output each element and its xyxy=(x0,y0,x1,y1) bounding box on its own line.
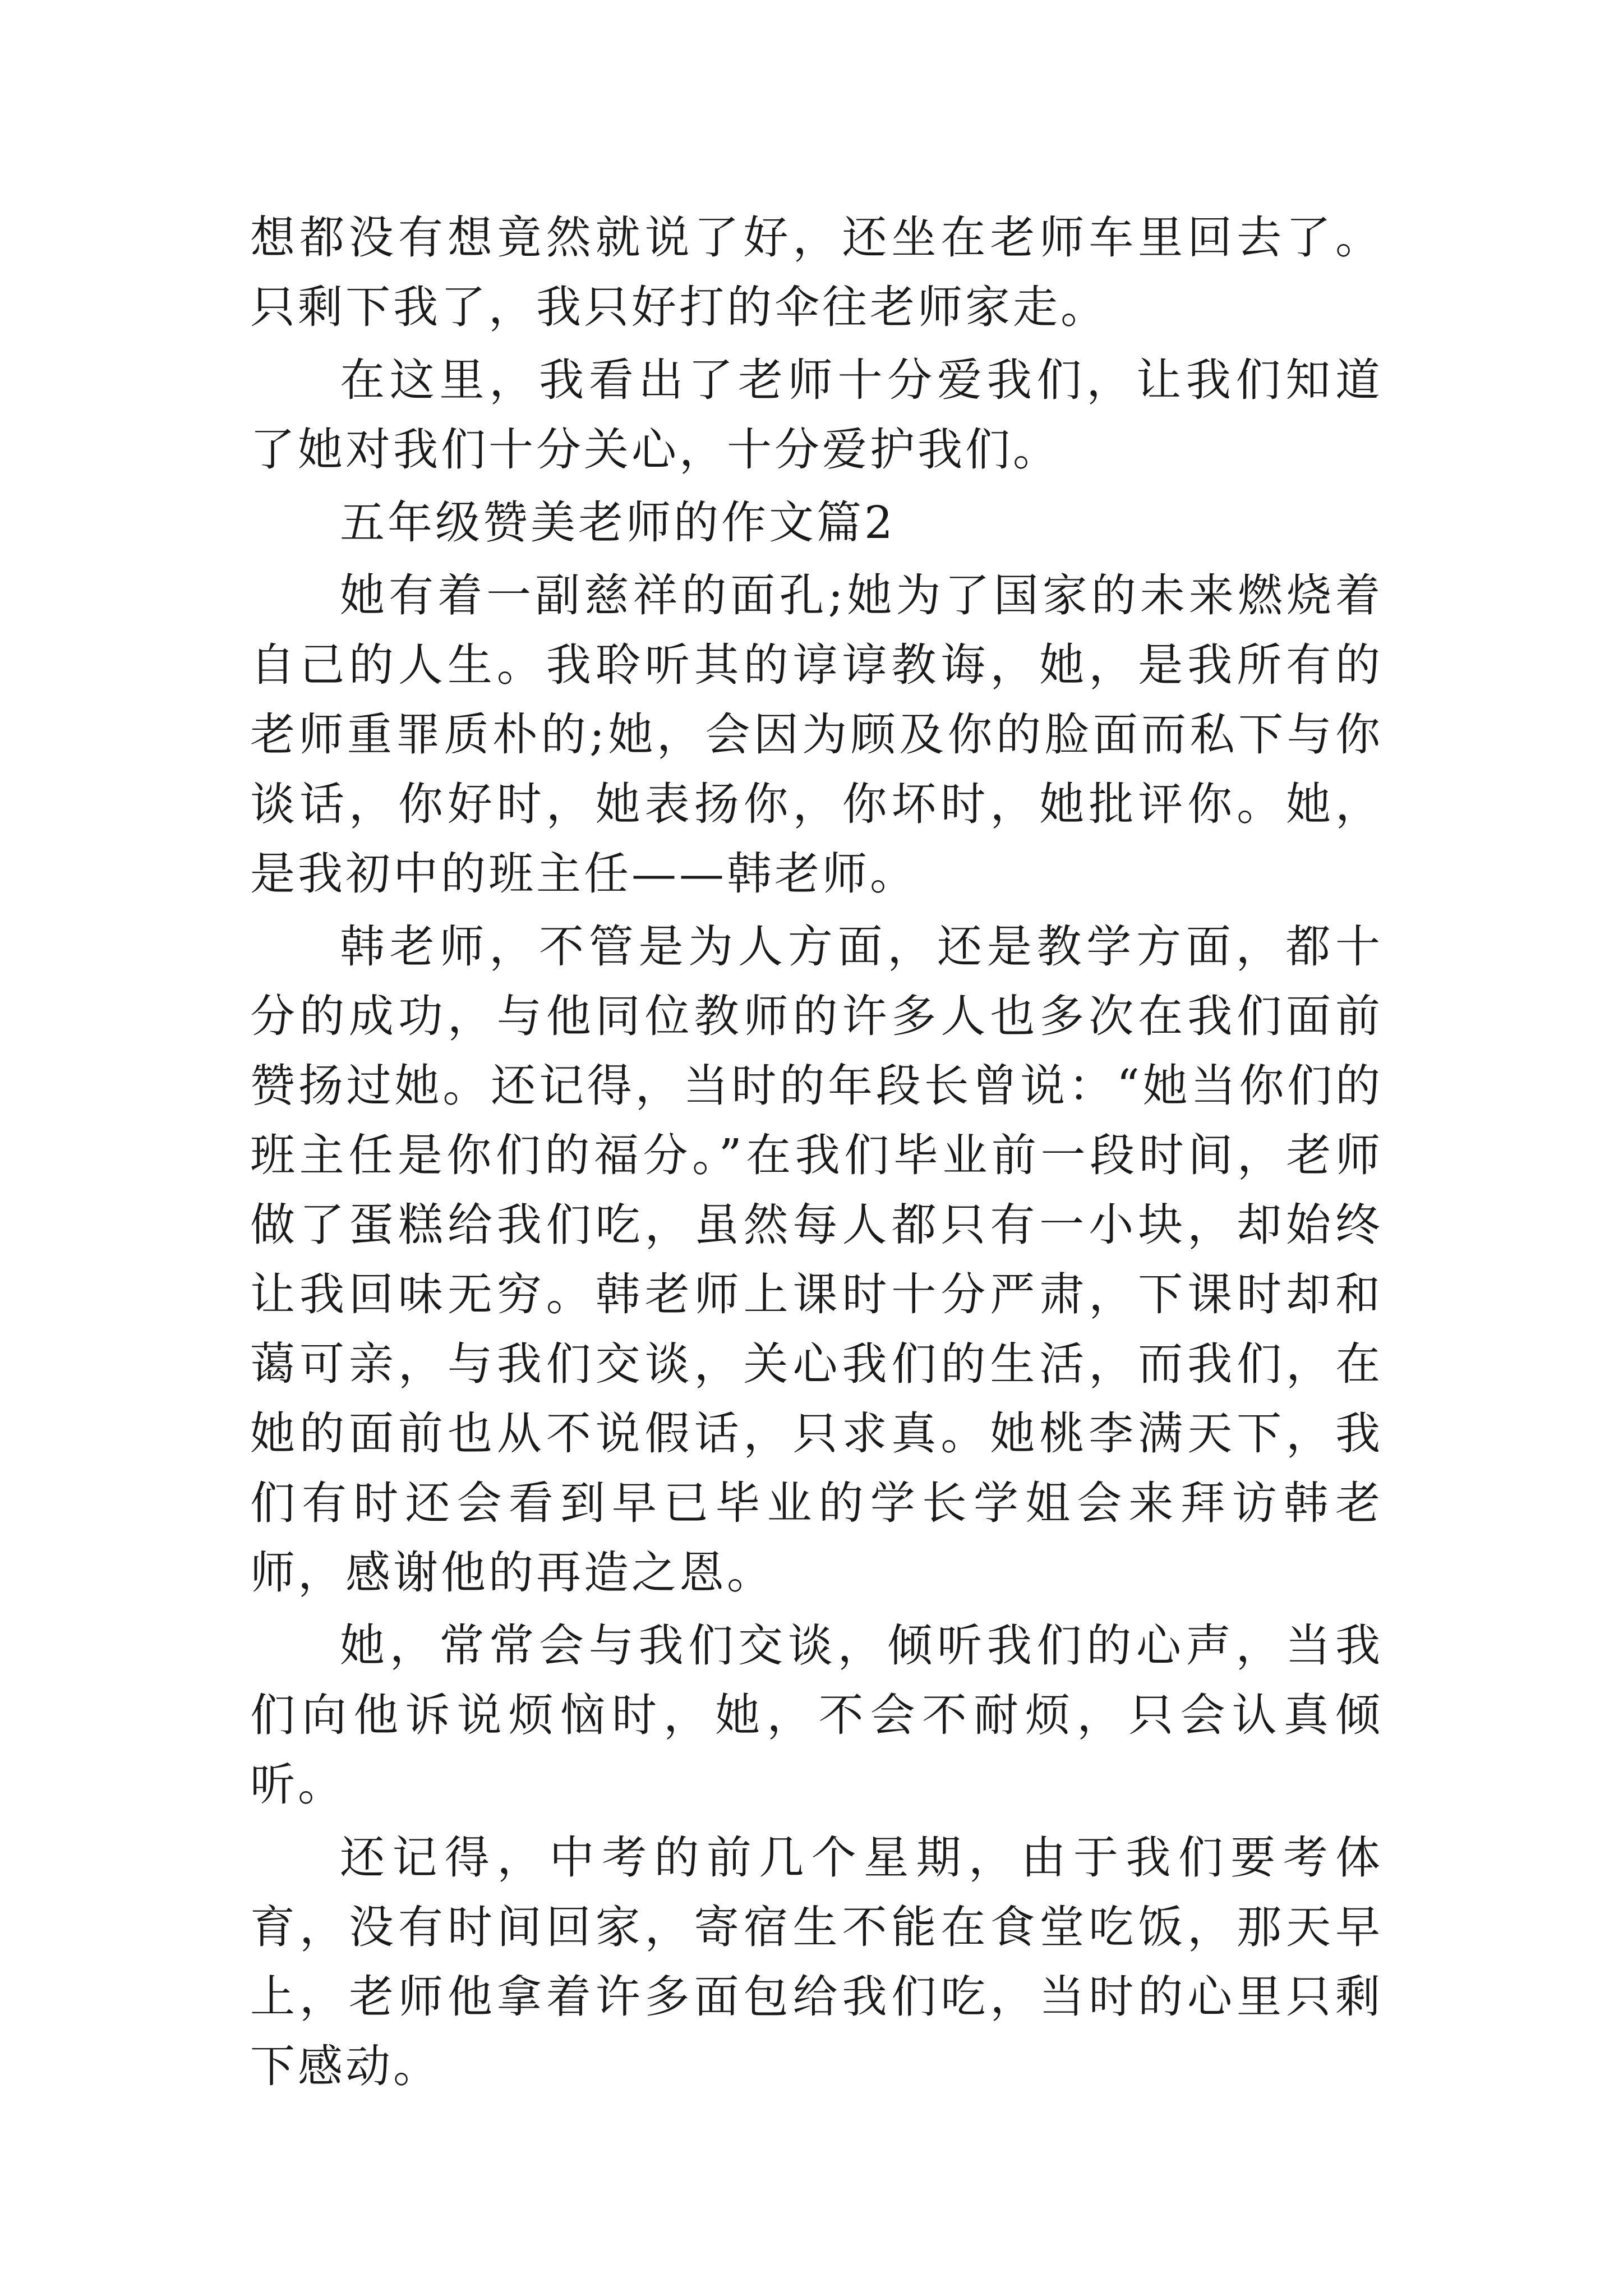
essay-heading: 五年级赞美老师的作文篇2 xyxy=(340,496,896,549)
paragraph-teacher-love: 在这里，我看出了老师十分爱我们，让我们知道了她对我们十分关心，十分爱护我们。 xyxy=(250,354,1383,476)
paragraph-exam-memory: 还记得，中考的前几个星期，由于我们要考体育，没有时间回家，寄宿生不能在食堂吃饭，那天早上，老师他拿着许多面包给我们吃，当时的心里只剩下感动。 xyxy=(250,1832,1383,2092)
document-body xyxy=(250,203,1383,2105)
paragraph-intro: 她有着一副慈祥的面孔;她为了国家的未来燃烧着自己的人生。我聆听其的谆谆教诲，她，是我所有的老师重罪质朴的;她，会因为顾及你的脸面而私下与你谈话，你好时，她表扬你，你坏时，她批评你。她，是我初中的班主任——韩老师。 xyxy=(250,569,1383,900)
paragraph-teacher-han: 韩老师，不管是为人方面，还是教学方面，都十分的成功，与他同位教师的许多人也多次在我们面前赞扬过她。还记得，当时的年段长曾说：“她当你们的班主任是你们的福分。”在我们毕业前一段时间，老师做了蛋糕给我们吃，虽然每人都只有一小块，却始终让我回味无穷。韩老师上课时十分严肃，下课时却和蔼可亲，与我们交谈，关心我们的生活，而我们，在她的面前也从不说假话，只求真。她桃李满天下，我们有时还会看到早已毕业的学长学姐会来拜访韩老师，感谢他的再造之恩。 xyxy=(250,921,1383,1599)
paragraph-listening: 她，常常会与我们交谈，倾听我们的心声，当我们向他诉说烦恼时，她，不会不耐烦，只会认真倾听。 xyxy=(250,1619,1383,1811)
paragraph-continued: 想都没有想竟然就说了好，还坐在老师车里回去了。只剩下我了，我只好打的伞往老师家走。 xyxy=(250,211,1383,333)
